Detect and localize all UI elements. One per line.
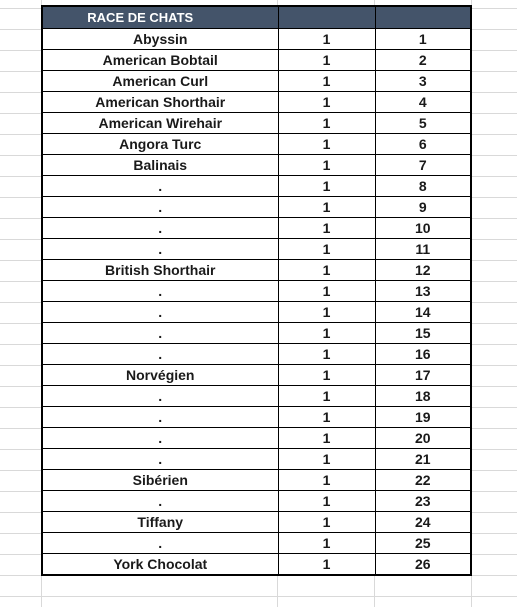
table-row [42,218,471,239]
table-row [42,281,471,302]
table-row [42,176,471,197]
cell-count[interactable]: 1 [278,71,375,92]
cell-index[interactable]: 23 [375,491,471,512]
cell-breed[interactable]: Angora Turc [42,134,278,155]
cell-breed[interactable]: . [42,533,278,554]
header-row [42,6,471,29]
cell-count[interactable]: 1 [278,50,375,71]
table-row [42,470,471,491]
cell-count[interactable]: 1 [278,92,375,113]
table-row [42,302,471,323]
cell-breed[interactable]: . [42,428,278,449]
table-row [42,512,471,533]
cell-breed[interactable]: . [42,344,278,365]
cell-index[interactable]: 5 [375,113,471,134]
cell-count[interactable]: 1 [278,197,375,218]
cell-count[interactable]: 1 [278,470,375,491]
cell-index[interactable]: 22 [375,470,471,491]
cell-count[interactable]: 1 [278,533,375,554]
cell-breed[interactable]: . [42,176,278,197]
table-row [42,260,471,281]
cell-count[interactable]: 1 [278,386,375,407]
cell-breed[interactable]: British Shorthair [42,260,278,281]
cell-count[interactable]: 1 [278,302,375,323]
cell-count[interactable]: 1 [278,554,375,576]
cell-index[interactable]: 26 [375,554,471,576]
table-row [42,344,471,365]
cell-index[interactable]: 24 [375,512,471,533]
cell-index[interactable]: 18 [375,386,471,407]
cell-index[interactable]: 20 [375,428,471,449]
table-row [42,407,471,428]
cell-breed[interactable]: . [42,281,278,302]
table-row [42,92,471,113]
cell-index[interactable]: 21 [375,449,471,470]
table-row [42,50,471,71]
table-row [42,71,471,92]
table-row [42,197,471,218]
table-header [42,6,471,29]
cell-count[interactable]: 1 [278,155,375,176]
cell-index[interactable]: 10 [375,218,471,239]
cell-breed[interactable]: York Chocolat [42,554,278,576]
cell-count[interactable]: 1 [278,407,375,428]
cell-count[interactable]: 1 [278,239,375,260]
cell-breed[interactable]: . [42,197,278,218]
table-row [42,449,471,470]
cell-count[interactable]: 1 [278,512,375,533]
table-row [42,533,471,554]
cell-index[interactable]: 11 [375,239,471,260]
cell-breed[interactable]: . [42,302,278,323]
cell-breed[interactable]: American Curl [42,71,278,92]
cell-index[interactable]: 4 [375,92,471,113]
cell-index[interactable]: 9 [375,197,471,218]
cell-breed[interactable]: . [42,323,278,344]
cell-breed[interactable]: Balinais [42,155,278,176]
cell-breed[interactable]: American Shorthair [42,92,278,113]
cell-index[interactable]: 14 [375,302,471,323]
table-row [42,554,471,576]
table-body [42,29,471,576]
cat-breed-table [41,5,472,576]
header-cell-breed[interactable]: RACE DE CHATS [42,6,278,29]
cell-count[interactable]: 1 [278,134,375,155]
cell-count[interactable]: 1 [278,176,375,197]
cell-index[interactable]: 17 [375,365,471,386]
cell-breed[interactable]: . [42,218,278,239]
cell-count[interactable]: 1 [278,218,375,239]
table-row [42,491,471,512]
table-row [42,239,471,260]
cell-count[interactable]: 1 [278,428,375,449]
cell-index[interactable]: 1 [375,29,471,50]
cell-index[interactable]: 8 [375,176,471,197]
cell-breed[interactable]: American Bobtail [42,50,278,71]
cell-index[interactable]: 3 [375,71,471,92]
cell-breed[interactable]: Norvégien [42,365,278,386]
cell-breed[interactable]: Sibérien [42,470,278,491]
cell-breed[interactable]: American Wirehair [42,113,278,134]
cell-index[interactable]: 19 [375,407,471,428]
table-row [42,113,471,134]
table-row [42,134,471,155]
cell-count[interactable]: 1 [278,365,375,386]
cell-breed[interactable]: . [42,449,278,470]
table-row [42,386,471,407]
cell-count[interactable]: 1 [278,491,375,512]
cell-breed[interactable]: . [42,386,278,407]
cell-breed[interactable]: Abyssin [42,29,278,50]
cell-index[interactable]: 15 [375,323,471,344]
header-cell-count[interactable] [278,6,375,29]
cell-count[interactable]: 1 [278,260,375,281]
cell-breed[interactable]: . [42,407,278,428]
cell-count[interactable]: 1 [278,29,375,50]
table-row [42,29,471,50]
cell-breed[interactable]: . [42,239,278,260]
cell-count[interactable]: 1 [278,449,375,470]
cell-breed[interactable]: . [42,491,278,512]
cell-count[interactable]: 1 [278,344,375,365]
cell-breed[interactable]: Tiffany [42,512,278,533]
cell-index[interactable]: 13 [375,281,471,302]
cell-index[interactable]: 16 [375,344,471,365]
cell-index[interactable]: 7 [375,155,471,176]
table-row [42,323,471,344]
cell-index[interactable]: 2 [375,50,471,71]
cell-count[interactable]: 1 [278,281,375,302]
cell-index[interactable]: 6 [375,134,471,155]
table-row [42,365,471,386]
table-row [42,155,471,176]
cell-index[interactable]: 25 [375,533,471,554]
cell-count[interactable]: 1 [278,113,375,134]
table-row [42,428,471,449]
cell-index[interactable]: 12 [375,260,471,281]
header-cell-index[interactable] [375,6,471,29]
cell-count[interactable]: 1 [278,323,375,344]
